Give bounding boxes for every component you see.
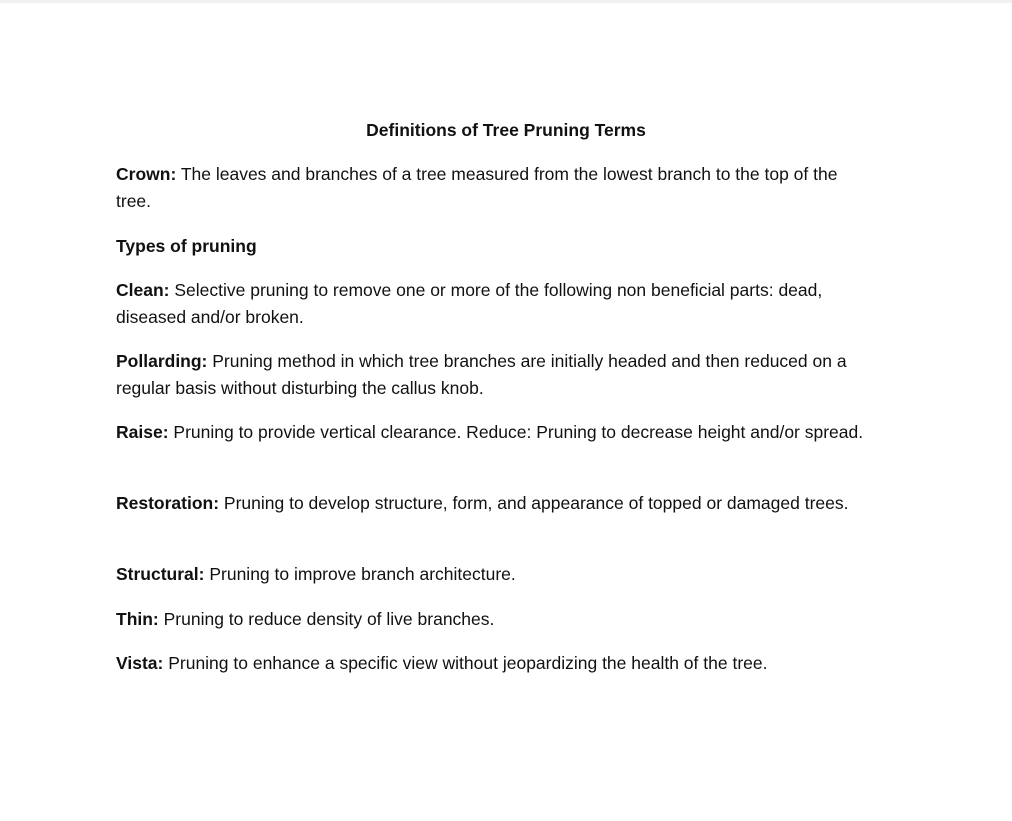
definition-term: Vista: — [116, 653, 164, 673]
definition-text: Pruning to reduce density of live branches. — [158, 609, 495, 629]
definition-structural — [116, 561, 876, 588]
definition-text: Pruning to improve branch architecture. — [204, 564, 516, 584]
section-heading-text: Types of pruning — [116, 236, 257, 256]
definition-raise — [116, 419, 876, 446]
definition-term: Raise: — [116, 422, 169, 442]
definition-text: Pruning to provide vertical clearance. Reduce: Pruning to decrease height and/or spread. — [168, 422, 864, 442]
definition-term: Restoration: — [116, 493, 220, 513]
definition-text: Pruning to enhance a specific view without jeopardizing the health of the tree. — [163, 653, 768, 673]
definition-pollarding — [116, 348, 876, 402]
definition-restoration — [116, 490, 876, 517]
section-heading — [116, 233, 876, 260]
definition-vista — [116, 650, 876, 677]
definition-term: Structural: — [116, 564, 205, 584]
definition-thin — [116, 606, 876, 633]
definition-text: Pruning to develop structure, form, and appearance of topped or damaged trees. — [219, 493, 849, 513]
definition-clean — [116, 277, 876, 331]
page-top-edge — [0, 0, 1012, 3]
definition-term: Thin: — [116, 609, 159, 629]
definition-term: Pollarding: — [116, 351, 208, 371]
definition-term: Crown: — [116, 164, 177, 184]
definition-term: Clean: — [116, 280, 170, 300]
document-title: Definitions of Tree Pruning Terms — [366, 120, 646, 140]
definition-text: Pruning method in which tree branches are initially headed and then reduced on a regular basis without disturbing the callus knob. — [116, 351, 847, 398]
definition-text: The leaves and branches of a tree measured from the lowest branch to the top of the tree. — [116, 164, 838, 211]
definition-text: Selective pruning to remove one or more of the following non beneficial parts: dead, diseased and/or broken. — [116, 280, 823, 327]
definition-crown — [116, 161, 876, 215]
